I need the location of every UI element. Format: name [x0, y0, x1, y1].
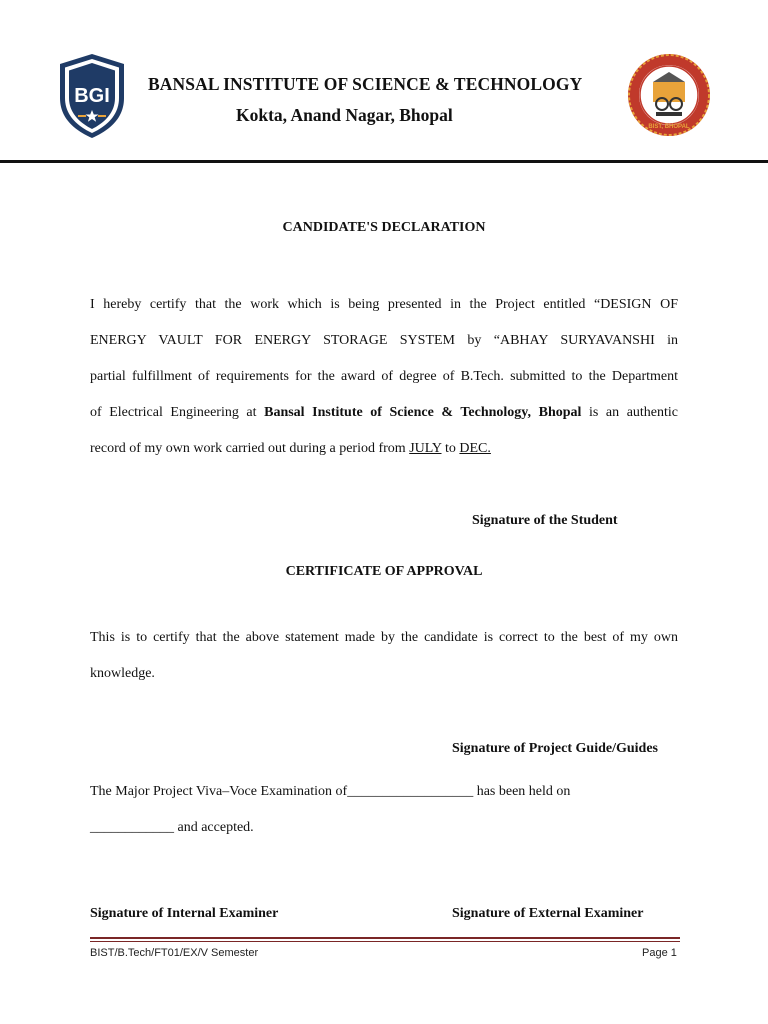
line4-suffix: is an authentic: [589, 405, 679, 420]
approval-title: CERTIFICATE OF APPROVAL: [285, 564, 483, 579]
viva-line-1: The Major Project Viva–Voce Examination of__________________ has been held on: [90, 784, 571, 799]
declaration-line-4: [90, 395, 678, 431]
declaration-line-5: [90, 431, 678, 467]
institute-name: BANSAL INSTITUTE OF SCIENCE & TECHNOLOGY: [148, 74, 583, 94]
institute-address: Kokta, Anand Nagar, Bhopal: [236, 105, 453, 125]
svg-text:BIST, BHOPAL: BIST, BHOPAL: [648, 124, 690, 130]
line5-prefix: record of my own work carried out during a period from: [90, 441, 406, 456]
declaration-line-2: ENERGY VAULT FOR ENERGY STORAGE SYSTEM by “ABHAY SURYAVANSHI in: [90, 333, 678, 348]
viva-line-2: ____________ and accepted.: [90, 820, 254, 835]
bgi-logo: [58, 52, 126, 140]
seal-icon: [626, 52, 712, 138]
declaration-line-3: partial fulfillment of requirements for the award of degree of B.Tech. submitted to the Department: [90, 369, 678, 384]
bist-seal: [626, 52, 712, 138]
line5-to: to: [445, 441, 456, 456]
to-month: DEC.: [459, 441, 491, 456]
page-number: Page 1: [642, 947, 677, 959]
guide-signature-label: Signature of Project Guide/Guides: [452, 741, 658, 756]
approval-line-1: This is to certify that the above statement made by the candidate is correct to the best of my own: [90, 630, 678, 645]
internal-examiner-signature-label: Signature of Internal Examiner: [90, 906, 279, 921]
declaration-paragraph: [90, 287, 678, 467]
approval-paragraph: [90, 620, 678, 692]
line4-prefix: of Electrical Engineering at: [90, 405, 257, 420]
footer-divider-thin: [90, 941, 680, 942]
approval-line-2: knowledge.: [90, 666, 155, 681]
declaration-title: CANDIDATE'S DECLARATION: [282, 220, 486, 235]
declaration-line-1: I hereby certify that the work which is being presented in the Project entitled “DESIGN OF: [90, 297, 678, 312]
institute-name-inline: Bansal Institute of Science & Technology, Bhopal: [264, 405, 582, 420]
svg-text:BGI: BGI: [74, 85, 110, 107]
shield-icon: [58, 52, 126, 140]
header-divider: [0, 160, 768, 163]
footer-left-text: BIST/B.Tech/FT01/EX/V Semester: [90, 947, 259, 959]
student-signature-label: Signature of the Student: [472, 513, 618, 528]
external-examiner-signature-label: Signature of External Examiner: [452, 906, 644, 921]
from-month: JULY: [409, 441, 442, 456]
footer-divider: [90, 937, 680, 939]
